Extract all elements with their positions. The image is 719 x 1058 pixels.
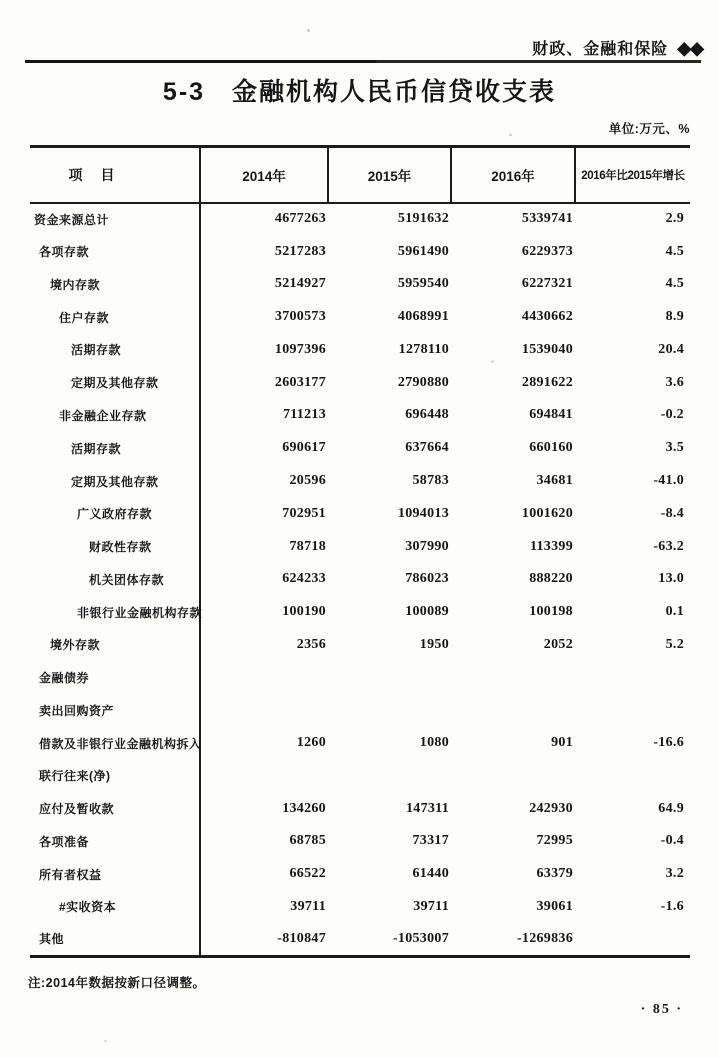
cell-growth: 20.4 <box>658 341 684 357</box>
table-row <box>30 366 690 399</box>
cell-value: 4068991 <box>397 309 449 325</box>
table-row <box>30 825 690 858</box>
credit-balance-table <box>30 145 690 958</box>
table-body <box>30 203 690 957</box>
cell-value: 1278110 <box>398 341 449 357</box>
page-title: 5-3 金融机构人民币信贷收支表 <box>162 78 557 106</box>
cell-value: 2052 <box>543 636 573 652</box>
cell-value: 134260 <box>282 800 326 816</box>
cell-value: 786023 <box>405 571 449 587</box>
cell-growth: -41.0 <box>653 473 684 488</box>
cell-value <box>200 694 328 727</box>
cell-value: 624233 <box>282 571 326 587</box>
table-row <box>30 432 690 465</box>
table-row <box>30 301 690 334</box>
row-label: 各项存款 <box>30 235 200 268</box>
table-row <box>30 399 690 432</box>
cell-value: 73317 <box>412 833 449 849</box>
cell-value: 1001620 <box>521 505 573 521</box>
section-header <box>532 36 703 59</box>
cell-growth: 64.9 <box>658 800 684 816</box>
table-row <box>30 727 690 760</box>
cell-growth: -1.6 <box>660 898 684 914</box>
table-row <box>30 530 690 563</box>
table-row <box>30 497 690 530</box>
cell-value: 63379 <box>536 866 573 882</box>
cell-growth: -8.4 <box>660 505 684 521</box>
cell-value: 20596 <box>289 473 326 488</box>
row-label: 住户存款 <box>30 301 200 334</box>
cell-value: 2891622 <box>521 374 573 390</box>
cell-growth: 3.5 <box>665 440 684 456</box>
cell-growth: 13.0 <box>658 571 684 587</box>
row-label: 机关团体存款 <box>30 563 200 596</box>
cell-value: 100190 <box>282 604 326 620</box>
row-label: 联行往来(净) <box>30 760 200 793</box>
row-label: 广义政府存款 <box>30 497 200 530</box>
cell-value <box>328 661 451 694</box>
cell-growth: 5.2 <box>665 636 684 652</box>
row-label: 非金融企业存款 <box>30 399 200 432</box>
cell-value: 5217283 <box>274 243 326 259</box>
cell-value: 5214927 <box>274 276 326 292</box>
row-label: 财政性存款 <box>30 530 200 563</box>
table-row <box>30 203 690 236</box>
cell-value: 100198 <box>529 604 573 620</box>
table-row <box>30 628 690 661</box>
column-header-2015: 2015年 <box>328 147 451 203</box>
cell-value: -1053007 <box>392 930 449 946</box>
cell-value: 4677263 <box>274 211 326 227</box>
diamond-marker-icon: ◆◆ <box>677 38 703 58</box>
cell-growth: -0.4 <box>660 833 684 849</box>
cell-value: 702951 <box>282 505 326 521</box>
row-label: 境内存款 <box>30 268 200 301</box>
table-row <box>30 235 690 268</box>
cell-value: 696448 <box>405 407 449 423</box>
cell-value: 637664 <box>405 440 449 456</box>
cell-value: 690617 <box>282 440 326 456</box>
row-label: 所有者权益 <box>30 858 200 891</box>
row-label: 借款及非银行业金融机构拆入 <box>30 727 200 760</box>
cell-value <box>200 661 328 694</box>
cell-value <box>328 694 451 727</box>
row-label: 活期存款 <box>30 334 200 367</box>
cell-value: 888220 <box>529 571 573 587</box>
cell-growth: -0.2 <box>660 407 684 423</box>
cell-value: 5959540 <box>397 276 449 292</box>
cell-value: 694841 <box>529 407 573 423</box>
cell-value: 1080 <box>419 735 449 751</box>
table-header-row <box>30 147 690 203</box>
cell-growth <box>575 760 690 793</box>
table-row <box>30 334 690 367</box>
table-row <box>30 268 690 301</box>
unit-label: 单位:万元、% <box>608 122 690 136</box>
cell-value: 100089 <box>405 604 449 620</box>
row-label: 其他 <box>30 923 200 956</box>
column-header-2016: 2016年 <box>451 147 575 203</box>
scan-speck <box>509 134 512 136</box>
row-label: #实收资本 <box>30 891 200 924</box>
cell-value: 5191632 <box>397 211 449 227</box>
cell-value: 4430662 <box>521 309 573 325</box>
cell-value: 61440 <box>412 866 449 882</box>
table-header <box>30 147 690 203</box>
cell-growth: 3.6 <box>665 374 684 390</box>
column-header-2014: 2014年 <box>200 147 328 203</box>
cell-value: 2356 <box>296 636 326 652</box>
table-row <box>30 563 690 596</box>
cell-value <box>451 694 575 727</box>
table-row <box>30 858 690 891</box>
cell-growth: 4.5 <box>665 243 684 259</box>
cell-value: 5961490 <box>397 243 449 259</box>
row-label: 各项准备 <box>30 825 200 858</box>
cell-value: 1260 <box>296 735 326 751</box>
table-row <box>30 923 690 956</box>
cell-value: 78718 <box>289 538 326 554</box>
cell-growth <box>575 694 690 727</box>
row-label: 非银行业金融机构存款 <box>30 596 200 629</box>
cell-growth: -63.2 <box>653 538 684 554</box>
cell-growth <box>575 923 690 956</box>
table-row <box>30 596 690 629</box>
row-label: 定期及其他存款 <box>30 366 200 399</box>
cell-value: 660160 <box>529 440 573 456</box>
cell-value: 307990 <box>405 538 449 554</box>
cell-value: 68785 <box>289 833 326 849</box>
row-label: 卖出回购资产 <box>30 694 200 727</box>
table-row <box>30 792 690 825</box>
cell-value: 72995 <box>536 833 573 849</box>
cell-growth: 4.5 <box>665 276 684 292</box>
row-label: 金融债券 <box>30 661 200 694</box>
cell-value: 113399 <box>529 538 573 554</box>
cell-value: 39061 <box>536 898 573 914</box>
cell-value <box>451 760 575 793</box>
cell-value: 1539040 <box>521 341 573 357</box>
cell-value: 66522 <box>289 866 326 882</box>
row-label: 活期存款 <box>30 432 200 465</box>
cell-value: 1097396 <box>274 341 326 357</box>
cell-growth: 0.1 <box>665 604 684 620</box>
scan-speck <box>491 360 494 363</box>
cell-value: 711213 <box>282 407 326 423</box>
cell-value: 6229373 <box>521 243 573 259</box>
cell-value: 6227321 <box>521 276 573 292</box>
cell-value: -810847 <box>277 930 326 946</box>
cell-value: 5339741 <box>521 211 573 227</box>
scan-speck <box>307 29 310 32</box>
cell-value <box>328 760 451 793</box>
row-label: 应付及暂收款 <box>30 792 200 825</box>
cell-value: 1094013 <box>397 505 449 521</box>
cell-value: 2603177 <box>274 374 326 390</box>
cell-value: 34681 <box>536 473 573 488</box>
cell-value: 901 <box>551 735 573 751</box>
table-row <box>30 760 690 793</box>
table-row <box>30 465 690 498</box>
cell-value <box>200 760 328 793</box>
cell-value: 2790880 <box>397 374 449 390</box>
cell-value: 3700573 <box>274 309 326 325</box>
column-header-item: 项 目 <box>30 147 200 203</box>
row-label: 资金来源总计 <box>30 203 200 236</box>
cell-value: 1950 <box>419 636 449 652</box>
cell-value: 58783 <box>412 473 449 488</box>
scan-speck <box>104 1040 107 1042</box>
table-row <box>30 694 690 727</box>
cell-value: 147311 <box>405 800 449 816</box>
cell-growth: -16.6 <box>653 735 684 751</box>
cell-growth: 8.9 <box>665 309 684 325</box>
header-rule <box>25 60 701 63</box>
cell-value: -1269836 <box>516 930 573 946</box>
cell-growth: 2.9 <box>665 211 684 227</box>
table-row <box>30 661 690 694</box>
cell-value <box>451 661 575 694</box>
page-number: · 85 · <box>640 1002 683 1017</box>
cell-value: 39711 <box>413 898 449 914</box>
cell-value: 39711 <box>290 898 326 914</box>
cell-growth <box>575 661 690 694</box>
footnote: 注:2014年数据按新口径调整。 <box>28 976 206 990</box>
section-header-label: 财政、金融和保险 <box>532 41 669 58</box>
cell-growth: 3.2 <box>665 866 684 882</box>
row-label: 定期及其他存款 <box>30 465 200 498</box>
column-header-growth: 2016年比2015年增长 <box>575 147 690 203</box>
table-row <box>30 891 690 924</box>
cell-value: 242930 <box>529 800 573 816</box>
row-label: 境外存款 <box>30 628 200 661</box>
